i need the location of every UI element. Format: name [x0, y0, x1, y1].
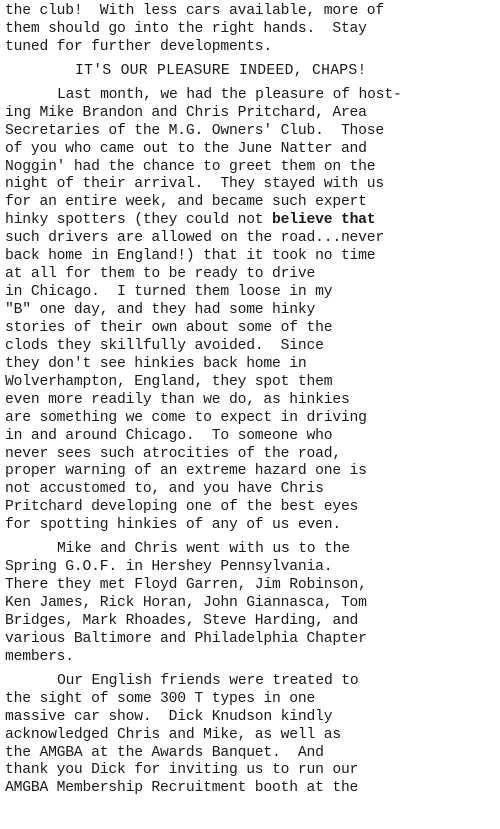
- text-line: the sight of some 300 T types in one: [5, 690, 316, 707]
- text-line: are something we come to expect in driving: [5, 409, 367, 426]
- text-line: the club! With less cars available, more of: [5, 3, 385, 19]
- text-line: for an entire week, and became such expert: [5, 194, 367, 211]
- text-line: various Baltimore and Philadelphia Chapter: [5, 630, 367, 647]
- text-line: Secretaries of the M.G. Owners' Club. Those: [5, 122, 385, 139]
- text-line: Noggin' had the chance to greet them on the: [5, 158, 376, 175]
- text-line: Bridges, Mark Rhoades, Steve Harding, and: [5, 612, 359, 629]
- text-line: in Chicago. I turned them loose in my: [5, 284, 333, 301]
- text-line: hinky spotters (they could not believe that: [5, 212, 376, 229]
- paragraph-visitors: [5, 87, 494, 535]
- text-line: thank you Dick for inviting us to run our: [5, 762, 359, 779]
- article-heading: IT'S OUR PLEASURE INDEED, CHAPS!: [75, 62, 367, 79]
- text-line: night of their arrival. They stayed with us: [5, 176, 385, 193]
- text-line: massive car show. Dick Knudson kindly: [5, 708, 333, 725]
- text-line: Wolverhampton, England, they spot them: [5, 373, 333, 390]
- text-line: Mike and Chris went with us to the: [57, 541, 350, 558]
- paragraph-gof: [5, 541, 494, 667]
- text-line: in and around Chicago. To someone who: [5, 427, 333, 444]
- text-line: proper warning of an extreme hazard one is: [5, 463, 367, 480]
- text-line: at all for them to be ready to drive: [5, 266, 316, 283]
- text-line: acknowledged Chris and Mike, as well as: [5, 726, 341, 743]
- text-line: Ken James, Rick Horan, John Giannasca, Tom: [5, 595, 367, 611]
- text-line: clods they skillfully avoided. Since: [5, 337, 324, 354]
- text-line: AMGBA Membership Recruitment booth at the: [5, 780, 359, 797]
- text-line: Spring G.O.F. in Hershey Pennsylvania.: [5, 559, 333, 576]
- text-line: for spotting hinkies of any of us even.: [5, 517, 341, 534]
- text-line: the AMGBA at the Awards Banquet. And: [5, 744, 324, 761]
- text-line: of you who came out to the June Natter and: [5, 140, 367, 157]
- emphasized-text: believe that: [272, 212, 376, 229]
- text-line: There they met Floyd Garren, Jim Robinson,: [5, 577, 367, 594]
- text-line: such drivers are allowed on the road...never: [5, 230, 385, 247]
- text-line: "B" one day, and they had some hinky: [5, 302, 316, 318]
- text-line: back home in England!) that it took no time: [5, 248, 376, 265]
- text-line: them should go into the right hands. Stay: [5, 20, 367, 37]
- text-line: tuned for further developments.: [5, 38, 273, 55]
- text-line: Our English friends were treated to: [57, 672, 359, 689]
- text-line: stories of their own about some of the: [5, 319, 333, 336]
- paragraph-car-show: [5, 673, 494, 799]
- text-line: they don't see hinkies back home in: [5, 355, 307, 372]
- text-line: not accustomed to, and you have Chris: [5, 481, 324, 498]
- text-line: Pritchard developing one of the best eyes: [5, 499, 359, 516]
- text-line: members.: [5, 648, 74, 665]
- opening-paragraph: [5, 3, 494, 57]
- text-line: Last month, we had the pleasure of host-: [57, 86, 402, 103]
- text-line: never sees such atrocities of the road,: [5, 445, 341, 462]
- text-line: ing Mike Brandon and Chris Pritchard, Area: [5, 104, 367, 121]
- text-line: even more readily than we do, as hinkies: [5, 391, 350, 408]
